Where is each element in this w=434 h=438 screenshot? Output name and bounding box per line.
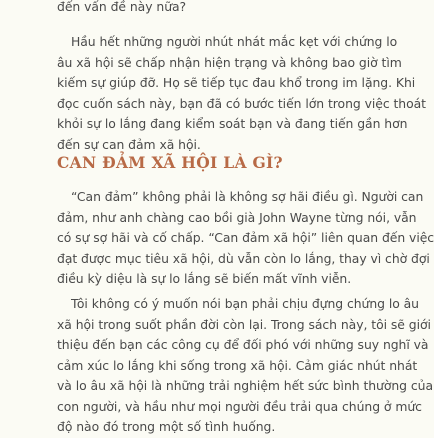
text-line: đạt được mục tiêu xã hội, dù vẫn còn lo lắng, thay vì chờ đợi	[57, 250, 430, 266]
text-line: đọc cuốn sách này, bạn đã có bước tiến lớn trong việc thoát	[57, 95, 426, 111]
paragraph-shy-people	[57, 32, 426, 155]
text-line: độ nào đó trong một số tình huống.	[57, 419, 276, 434]
text-line: kiếm sự giúp đỡ. Họ sẽ tiếp tục đau khổ trong im lặng. Khi	[57, 75, 416, 90]
text-line: “Can đảm” không phải là không sợ hãi điều gì. Người can	[71, 189, 424, 204]
text-line: đến sự can đảm xã hội.	[57, 136, 201, 152]
text-line: khỏi sự lo lắng đang kiểm soát bạn và đang tiến gần hơn	[57, 116, 408, 131]
paragraph-coping-tools	[57, 294, 433, 438]
text-line: Tôi không có ý muốn nói bạn phải chịu đựng chứng lo âu	[71, 296, 419, 311]
text-line: con người, và hầu như mọi người đều trải qua chúng ở mức	[57, 398, 422, 414]
text-line: Hầu hết những người nhút nhát mắc kẹt với chứng lo	[71, 34, 398, 49]
section-heading: CAN ĐẢM XÃ HỘI LÀ GÌ?	[57, 153, 283, 172]
text-line: thiệu đến bạn các công cụ để đối phó với những suy nghĩ và	[57, 337, 429, 352]
text-line: cảm xúc lo lắng khi sống trong xã hội. Cảm giác nhút nhát	[57, 357, 418, 373]
text-line: đến vấn đề này nữa?	[57, 0, 187, 14]
text-line: điều kỳ diệu là sự lo lắng sẽ biến mất vĩnh viễn.	[57, 271, 352, 286]
text-line: xã hội trong suốt phần đời còn lại. Trong sách này, tôi sẽ giới	[57, 316, 431, 332]
paragraph-question-end	[57, 0, 357, 18]
paragraph-courage-definition	[57, 187, 434, 290]
text-line: có sự sợ hãi và cố chấp. “Can đảm xã hội” liên quan đến việc	[57, 230, 434, 245]
text-line: đảm, như anh chàng cao bồi già John Wayne từng nói, vẫn	[57, 209, 417, 225]
text-line: âu xã hội sẽ chấp nhận hiện trạng và không bao giờ tìm	[57, 54, 402, 70]
text-line: và lo âu xã hội là những trải nghiệm hết sức bình thường của	[57, 378, 433, 393]
